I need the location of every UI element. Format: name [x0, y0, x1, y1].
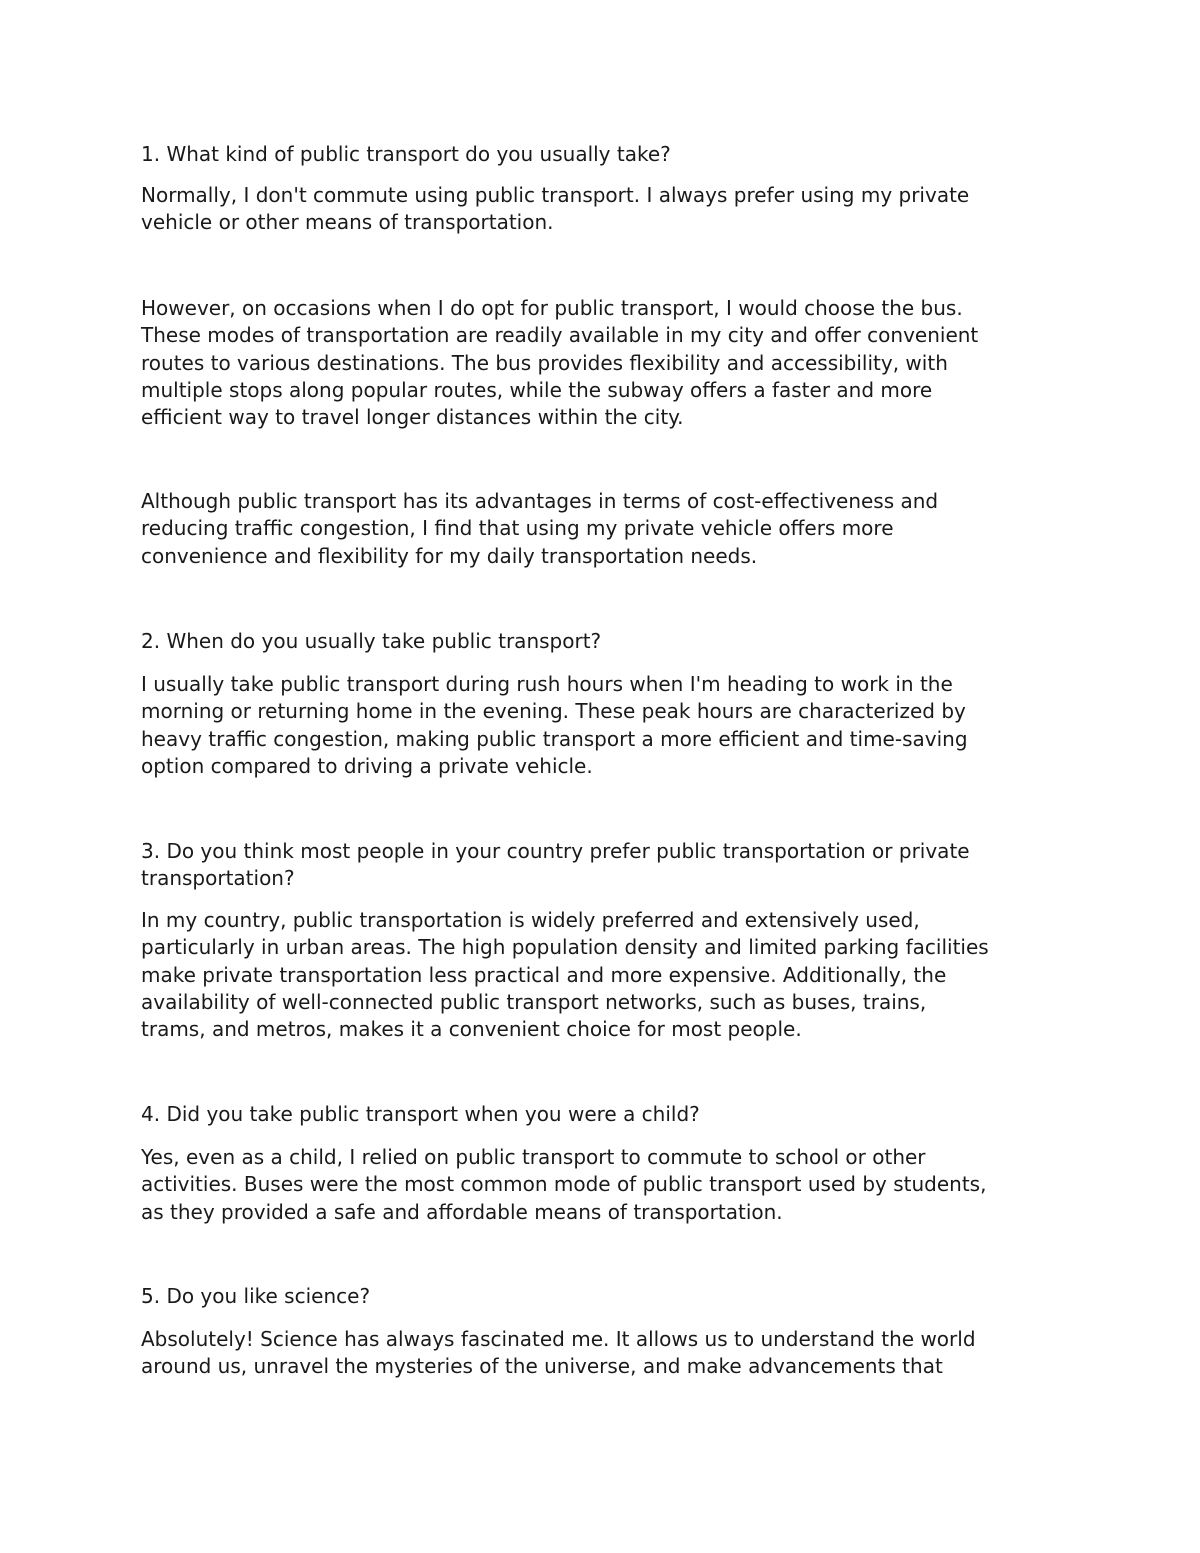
answer-5-paragraph-1: Absolutely! Science has always fascinated me. It allows us to understand the world around us, unravel the mysteries of the universe, and make advancements that — [141, 1327, 976, 1379]
question-5: 5. Do you like science? — [141, 1284, 371, 1308]
answer-1-paragraph-3: Although public transport has its advantages in terms of cost-effectiveness and reducing traffic congestion, I find that using my private vehicle offers more convenience and flexibility for my daily transportation needs. — [141, 489, 939, 568]
answer-3-paragraph-1: In my country, public transportation is widely preferred and extensively used, particularly in urban areas. The high population density and limited parking facilities make private transportation less practical and more expensive. Additionally, the availability of well-connected public transport networks, such as buses, trains, trams, and metros, makes it a convenient choice for most people. — [141, 908, 989, 1042]
question-2: 2. When do you usually take public transport? — [141, 629, 602, 653]
answer-4-paragraph-1: Yes, even as a child, I relied on public transport to commute to school or other activities. Buses were the most common mode of public transport used by students, as they provided a safe and affordable means of transportation. — [141, 1145, 987, 1224]
question-1: 1. What kind of public transport do you usually take? — [141, 142, 671, 166]
question-4: 4. Did you take public transport when you were a child? — [141, 1102, 700, 1126]
question-3: 3. Do you think most people in your country prefer public transportation or private transportation? — [141, 839, 970, 891]
answer-2-paragraph-1: I usually take public transport during rush hours when I'm heading to work in the morning or returning home in the evening. These peak hours are characterized by heavy traffic congestion, making public transport a more efficient and time-saving option compared to driving a private vehicle. — [141, 672, 968, 778]
answer-1-paragraph-2: However, on occasions when I do opt for public transport, I would choose the bus. These modes of transportation are readily available in my city and offer convenient routes to various destinations. The bus provides flexibility and accessibility, with multiple stops along popular routes, while the subway offers a faster and more efficient way to travel longer distances within the city. — [141, 296, 979, 430]
answer-1-paragraph-1: Normally, I don't commute using public transport. I always prefer using my private vehicle or other means of transportation. — [141, 183, 970, 235]
